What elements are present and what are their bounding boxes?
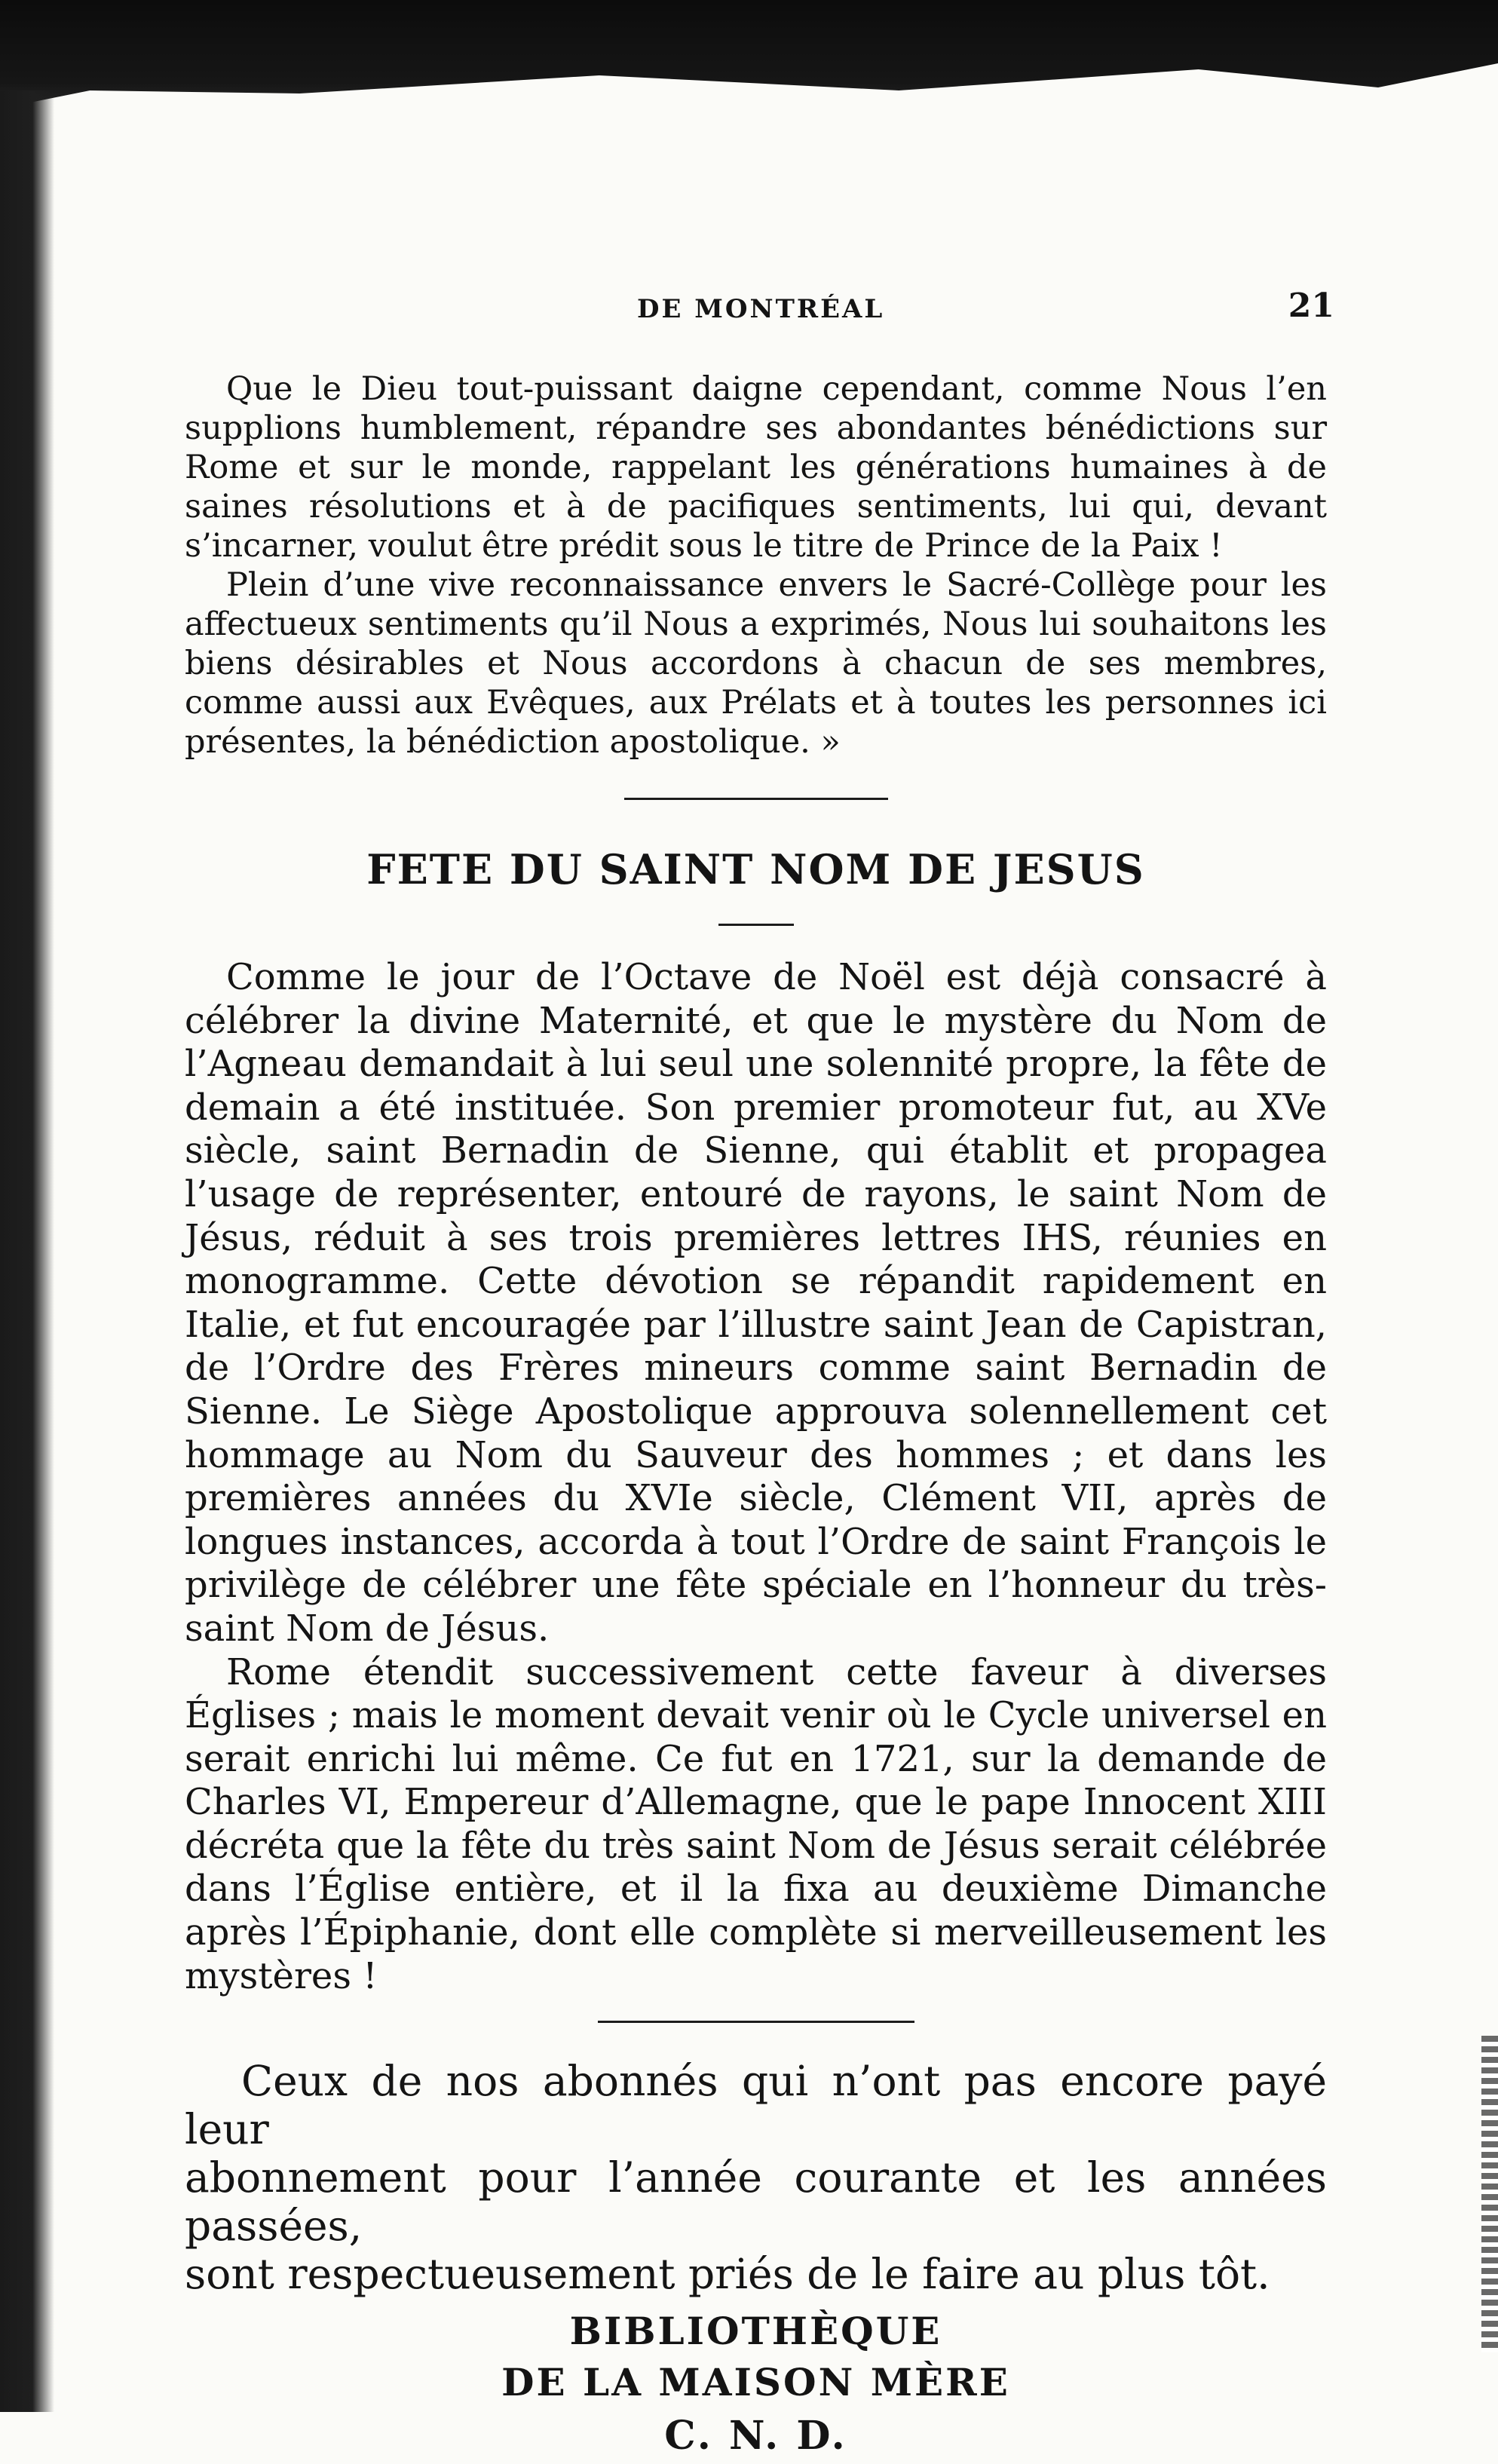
running-head xyxy=(185,287,1334,332)
letter-paragraph: Plein d’une vive reconnaissance envers le Sacré-Collège pour les affectueux sentiments qu’il Nous a exprimés, Nous lui souhaitons les biens désirables et Nous accordons à chacun de ses membres, comme aussi aux Evêques, aux Prélats et à toutes les personnes ici présentes, la bénédiction apostolique. » xyxy=(185,566,1327,761)
notice-line: abonnement pour l’année courante et les années passées, xyxy=(185,2153,1327,2251)
stamp-line: BIBLIOTHÈQUE xyxy=(569,2309,942,2354)
letter-ending xyxy=(185,369,1327,762)
scan-border-left xyxy=(0,90,54,2412)
page xyxy=(185,287,1334,2464)
section-title: FETE DU SAINT NOM DE JESUS xyxy=(366,845,1145,893)
section-body xyxy=(185,956,1327,1998)
stamp-line: C. N. D. xyxy=(664,2413,847,2459)
notice-divider xyxy=(598,2021,914,2023)
section-paragraph: Rome étendit successivement cette faveur à diverses Églises ; mais le moment devait venir où le Cycle universel en serait enrichi lui même. Ce fut en 1721, sur la demande de Charles VI, Empereur d’Allemagne, que le pape Innocent XIII décréta que la fête du très saint Nom de Jésus serait célébrée dans l’Église entière, et il la fixa au deuxième Dimanche après l’Épiphanie, dont elle complète si merveilleusement les mystères ! xyxy=(185,1650,1327,1997)
letter-paragraph: Que le Dieu tout-puissant daigne cependant, comme Nous l’en supplions humblement, répandre ses abondantes bénédictions sur Rome et sur le monde, rappelant les générations humaines à de saines résolutions et à de pacifiques sentiments, lui qui, devant s’incarner, voulut être prédit sous le titre de Prince de la Paix ! xyxy=(185,370,1327,565)
running-title: DE MONTRÉAL xyxy=(637,294,885,324)
scan-border-top xyxy=(0,0,1498,151)
notice-line: Ceux de nos abonnés qui n’ont pas encore payé leur xyxy=(185,2057,1327,2154)
scan-edge-right xyxy=(1481,2036,1498,2352)
title-underline xyxy=(718,924,794,926)
section-divider xyxy=(624,798,888,800)
notice-line: sont respectueusement priés de le faire au plus tôt. xyxy=(185,2250,1270,2299)
subscription-notice xyxy=(185,2057,1327,2298)
stamp-line: DE LA MAISON MÈRE xyxy=(501,2360,1010,2405)
section-paragraph: Comme le jour de l’Octave de Noël est déjà consacré à célébrer la divine Maternité, et que le mystère du Nom de l’Agneau demandait à lui seul une solennité propre, la fête de demain a été instituée. Son premier promoteur fut, au XVe siècle, saint Bernadin de Sienne, qui établit et propagea l’usage de représenter, entouré de rayons, le saint Nom de Jésus, réduit à ses trois premières lettres IHS, réunies en monogramme. Cette dévotion se répandit rapidement en Italie, et fut encouragée par l’illustre saint Jean de Capistran, de l’Ordre des Frères mineurs comme saint Bernadin de Sienne. Le Siège Apostolique approuva solennellement cet hommage au Nom du Sauveur des hommes ; et dans les premières années du XVIe siècle, Clément VII, après de longues instances, accorda à tout l’Ordre de saint François le privilège de célébrer une fête spéciale en l’honneur du très-saint Nom de Jésus. xyxy=(185,956,1327,1650)
page-number: 21 xyxy=(1288,287,1334,325)
library-stamp xyxy=(185,2306,1327,2464)
